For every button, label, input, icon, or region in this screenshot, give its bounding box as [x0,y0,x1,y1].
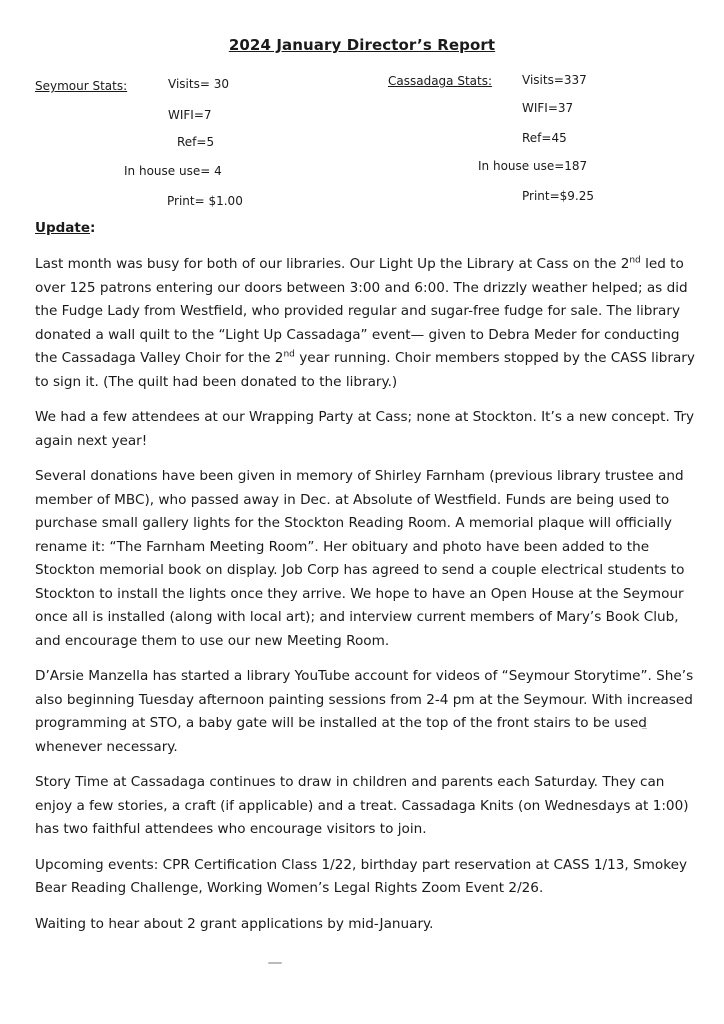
cassadaga-in-house-use: In house use=187 [478,159,588,173]
update-heading [35,220,95,236]
paragraph-wrapping-party: We had a few attendees at our Wrapping Party at Cass; none at Stockton. It’s a new concept. Try again next year! [35,409,695,449]
paragraph-cassadaga-story-time: Story Time at Cassadaga continues to draw in children and parents each Saturday. They can enjoy a few stories, a craft (if applicable) and a treat. Cassadaga Knits (on Wednesdays at 1:00) has two faithful attendees who encourage visitors to join. [35,774,689,837]
seymour-print: Print= $1.00 [167,194,243,208]
seymour-in-house-use: In house use= 4 [124,164,222,178]
scan-mark [642,728,647,732]
cassadaga-stats-label: Cassadaga Stats: [388,74,493,88]
update-heading-colon: : [90,220,96,236]
ordinal-suffix: nd [283,349,295,360]
update-heading-label: Update [35,220,91,236]
paragraph-text: led to over 125 patrons entering our doors between 3:00 and 6:00. The drizzly weather helped; as did the Fudge Lady from Westfield, who provided regular and sugar-free fudge for sale. The library donated a wall quilt to the “Light Up Cassadaga” event— given to Debra Meder for conducting the Cassadaga Valley Choir for the 2 [35,256,688,366]
cassadaga-print: Print=$9.25 [522,189,595,203]
paragraph-seymour-storytime: D’Arsie Manzella has started a library YouTube account for videos of “Seymour Storytime”. She’s also beginning Tuesday afternoon painting sessions from 2-4 pm at the Seymour. With increased programming at STO, a baby gate will be installed at the top of the front stairs to be used whenever necessary. [35,668,694,755]
paragraph-upcoming-events: Upcoming events: CPR Certification Class 1/22, birthday part reservation at CASS 1/13, Smokey Bear Reading Challenge, Working Women’s Legal Rights Zoom Event 2/26. [35,856,688,896]
paragraph-text: year running. Choir members stopped by the CASS library to sign it. (The quilt had been donated to the library.) [35,350,695,390]
seymour-visits: Visits= 30 [168,77,229,91]
seymour-wifi: WIFI=7 [168,108,212,122]
report-title: 2024 January Director’s Report [228,36,496,54]
scan-smudge [268,962,282,964]
seymour-ref: Ref=5 [177,135,215,149]
paragraph-farnham-donations: Several donations have been given in memory of Shirley Farnham (previous library trustee and member of MBC), who passed away in Dec. at Absolute of Westfield. Funds are being used to purchase small gallery lights for the Stockton Reading Room. A memorial plaque will officially rename it: “The Farnham Meeting Room”. Her obituary and photo have been added to the Stockton memorial book on display. Job Corp has agreed to send a couple electrical students to Stockton to install the lights once they arrive. We hope to have an Open House at the Seymour once all is installed (along with local art); and interview current members of Mary’s Book Club, and encourage them to use our new Meeting Room. [35,468,685,649]
seymour-stats-label: Seymour Stats: [35,79,128,93]
cassadaga-visits: Visits=337 [522,73,587,87]
report-body [35,253,700,948]
cassadaga-wifi: WIFI=37 [522,101,574,115]
paragraph-light-up-library [35,253,700,394]
cassadaga-ref: Ref=45 [522,131,567,145]
paragraph-text: Last month was busy for both of our libraries. Our Light Up the Library at Cass on the 2 [35,256,630,272]
ordinal-suffix: nd [629,255,641,266]
paragraph-grant-applications: Waiting to hear about 2 grant applications by mid-January. [35,915,434,932]
